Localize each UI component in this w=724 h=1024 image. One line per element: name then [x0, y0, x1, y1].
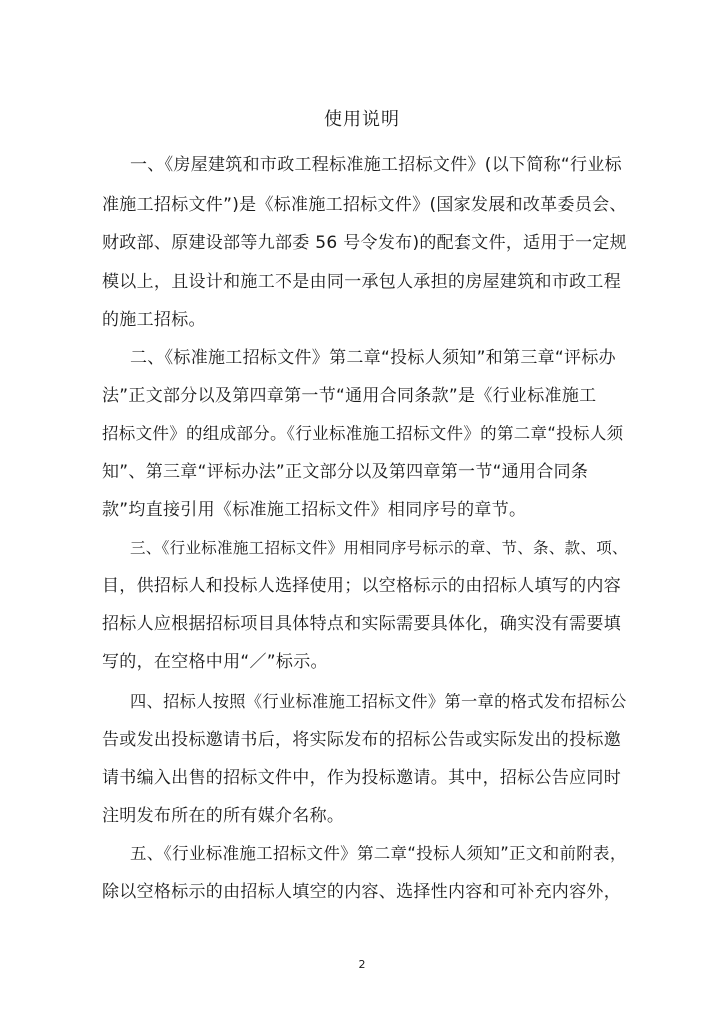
page-number: 2 — [358, 958, 366, 971]
paragraph-1-line-2: 准施工招标文件”)是《标准施工招标文件》(国家发展和改革委员会、 — [102, 195, 627, 215]
paragraph-3-line-3: 招标人应根据招标项目具体特点和实际需要具体化，确实没有需要填 — [102, 614, 621, 634]
paragraph-4-line-4: 注明发布所在的所有媒介名称。 — [102, 806, 345, 826]
paragraph-2-line-1: 二、《标准施工招标文件》第二章“投标人须知”和第三章“评标办 — [130, 348, 616, 368]
paragraph-5-line-1: 五、《行业标准施工招标文件》第二章“投标人须知”正文和前附表， — [130, 844, 627, 863]
paragraph-3-line-4: 写的，在空格中用“／”标示。 — [102, 652, 328, 672]
paragraph-1-line-4: 模以上，且设计和施工不是由同一承包人承担的房屋建筑和市政工程 — [102, 272, 621, 292]
paragraph-4-line-2: 告或发出投标邀请书后，将实际发布的招标公告或实际发出的投标邀 — [102, 730, 621, 750]
paragraph-2-line-4: 知”、第三章“评标办法”正文部分以及第四章第一节“通用合同条 — [102, 462, 589, 482]
paragraph-3-line-2: 目，供招标人和投标人选择使用；以空格标示的由招标人填写的内容 — [102, 576, 621, 596]
paragraph-5-line-2: 除以空格标示的由招标人填空的内容、选择性内容和可补充内容外， — [102, 882, 621, 902]
paragraph-4-line-1: 四、招标人按照《行业标准施工招标文件》第一章的格式发布招标公 — [130, 692, 627, 711]
paragraph-1-line-1: 一、《房屋建筑和市政工程标准施工招标文件》(以下简称“行业标 — [130, 155, 622, 175]
paragraph-2-line-3: 招标文件》的组成部分。《行业标准施工招标文件》的第二章“投标人须 — [102, 424, 624, 443]
paragraph-3-line-1: 三、《行业标准施工招标文件》用相同序号标示的章、节、条、款、项、 — [130, 539, 628, 557]
paragraph-4-line-3: 请书编入出售的招标文件中，作为投标邀请。其中，招标公告应同时 — [102, 768, 621, 788]
paragraph-2-line-5: 款”均直接引用《标准施工招标文件》相同序号的章节。 — [102, 500, 527, 520]
paragraph-1-line-5: 的施工招标。 — [102, 310, 206, 330]
paragraph-2-line-2: 法”正文部分以及第四章第一节“通用合同条款”是《行业标准施工 — [102, 386, 597, 406]
page-title: 使用说明 — [324, 109, 400, 130]
paragraph-1-line-3: 财政部、原建设部等九部委 56 号令发布)的配套文件，适用于一定规 — [102, 233, 627, 253]
